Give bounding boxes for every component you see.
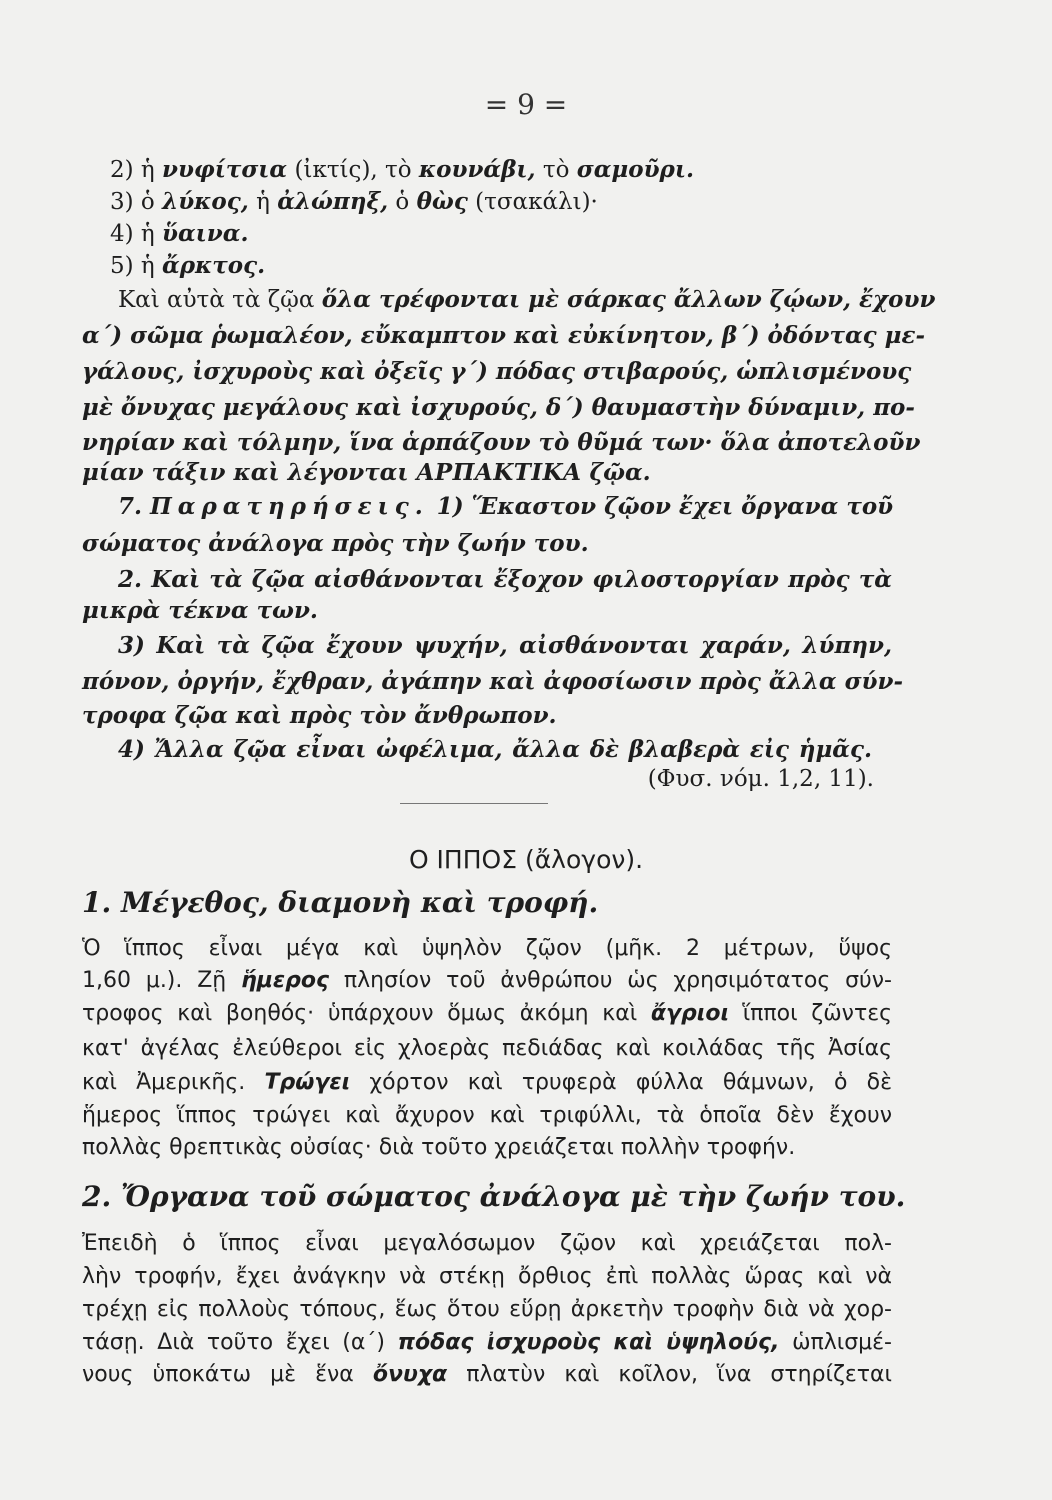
paragraph-line: 1,60 μ.). Ζῇ ἥμερος πλησίον τοῦ ἀνθρώπου ὡς χρησιμότατος σύν- (82, 968, 892, 993)
list-item: 3) ὁ λύκος, ἡ ἀλώπηξ, ὁ θὼς (τσακάλι)· (110, 188, 598, 215)
observations-heading: 7. Παρατηρήσεις. 1) Ἕκαστον ζῷον ἔχει ὄργανα τοῦ (118, 493, 894, 520)
section-heading: 1. Μέγεθος, διαμονὴ καὶ τροφή. (82, 886, 599, 919)
paragraph-line: λὴν τροφήν, ἔχει ἀνάγκην νὰ στέκῃ ὄρθιος ἐπὶ πολλὰς ὥρας καὶ νὰ (82, 1264, 892, 1289)
paragraph-line: γάλους, ἰσχυροὺς καὶ ὀξεῖς γ΄) πόδας στιβαρούς, ὡπλισμένους (82, 358, 912, 385)
paragraph-line: πόνον, ὀργήν, ἔχθραν, ἀγάπην καὶ ἀφοσίωσιν πρὸς ἄλλα σύν- (82, 668, 904, 695)
paragraph-line: Καὶ αὐτὰ τὰ ζῷα ὅλα τρέφονται μὲ σάρκας ἄλλων ζῴων, ἔχουν (118, 286, 936, 313)
paragraph-line: τρέχῃ εἰς πολλοὺς τόπους, ἕως ὅτου εὕρῃ ἀρκετὴν τροφὴν διὰ νὰ χορ- (82, 1297, 892, 1322)
paragraph-line: Ἐπειδὴ ὁ ἵππος εἶναι μεγαλόσωμον ζῷον καὶ χρειάζεται πολ- (82, 1231, 892, 1256)
paragraph-line: Ὁ ἵππος εἶναι μέγα καὶ ὑψηλὸν ζῷον (μῆκ. 2 μέτρων, ὕψος (82, 936, 892, 961)
section-heading: 2. Ὄργανα τοῦ σώματος ἀνάλογα μὲ τὴν ζωήν του. (82, 1180, 906, 1213)
paragraph-line: τάσῃ. Διὰ τοῦτο ἔχει (α΄) πόδας ἰσχυροὺς καὶ ὑψηλούς, ὡπλισμέ- (82, 1330, 892, 1355)
paragraph-line: α΄) σῶμα ῥωμαλέον, εὔκαμπτον καὶ εὐκίνητον, β΄) ὀδόντας με- (82, 322, 926, 349)
paragraph-line: σώματος ἀνάλογα πρὸς τὴν ζωήν του. (82, 530, 589, 557)
paragraph-line: 2. Καὶ τὰ ζῷα αἰσθάνονται ἔξοχον φιλοστοργίαν πρὸς τὰ (118, 566, 892, 593)
reference: (Φυσ. νόμ. 1,2, 11). (647, 766, 874, 792)
paragraph-line: νηρίαν καὶ τόλμην, ἵνα ἁρπάζουν τὸ θῦμά των· ὅλα ἀποτελοῦν (82, 429, 921, 456)
paragraph-line: μικρὰ τέκνα των. (82, 597, 318, 624)
paragraph-line: 4) Ἄλλα ζῷα εἶναι ὠφέλιμα, ἄλλα δὲ βλαβερὰ εἰς ἡμᾶς. (118, 736, 872, 763)
paragraph-line: τροφος καὶ βοηθός· ὑπάρχουν ὅμως ἀκόμη καὶ ἄγριοι ἵπποι ζῶντες (82, 1001, 893, 1026)
list-item: 4) ἡ ὕαινα. (110, 220, 249, 247)
paragraph-line: νους ὑποκάτω μὲ ἕνα ὄνυχα πλατὺν καὶ κοῖλον, ἵνα στηρίζεται (82, 1362, 892, 1387)
paragraph-line: πολλὰς θρεπτικὰς οὐσίας· διὰ τοῦτο χρειάζεται πολλὴν τροφήν. (82, 1135, 796, 1160)
paragraph-line: μὲ ὄνυχας μεγάλους καὶ ἰσχυρούς, δ΄) θαυμαστὴν δύναμιν, πο- (82, 394, 915, 421)
paragraph-line: μίαν τάξιν καὶ λέγονται ΑΡΠΑΚΤΙΚΑ ζῷα. (82, 459, 651, 486)
page-number: = 9 = (484, 88, 568, 121)
list-item: 5) ἡ ἄρκτος. (110, 252, 266, 279)
divider (400, 803, 548, 804)
paragraph-line: ἥμερος ἵππος τρώγει καὶ ἄχυρον καὶ τριφύλλι, τὰ ὁποῖα δὲν ἔχουν (82, 1103, 892, 1128)
paragraph-line: καὶ Ἀμερικῆς. Τρώγει χόρτον καὶ τρυφερὰ φύλλα θάμνων, ὁ δὲ (82, 1070, 892, 1095)
list-item: 2) ἡ νυφίτσια (ἰκτίς), τὸ κουνάβι, τὸ σαμοῦρι. (110, 156, 694, 183)
paragraph-line: τροφα ζῷα καὶ πρὸς τὸν ἄνθρωπον. (82, 702, 557, 729)
chapter-title: Ο ΙΠΠΟΣ (ἄλογον). (408, 845, 644, 874)
paragraph-line: κατ' ἀγέλας ἐλεύθεροι εἰς χλοερὰς πεδιάδας καὶ κοιλάδας τῆς Ἀσίας (82, 1036, 892, 1061)
paragraph-line: 3) Καὶ τὰ ζῷα ἔχουν ψυχήν, αἰσθάνονται χαράν, λύπην, (118, 632, 892, 659)
